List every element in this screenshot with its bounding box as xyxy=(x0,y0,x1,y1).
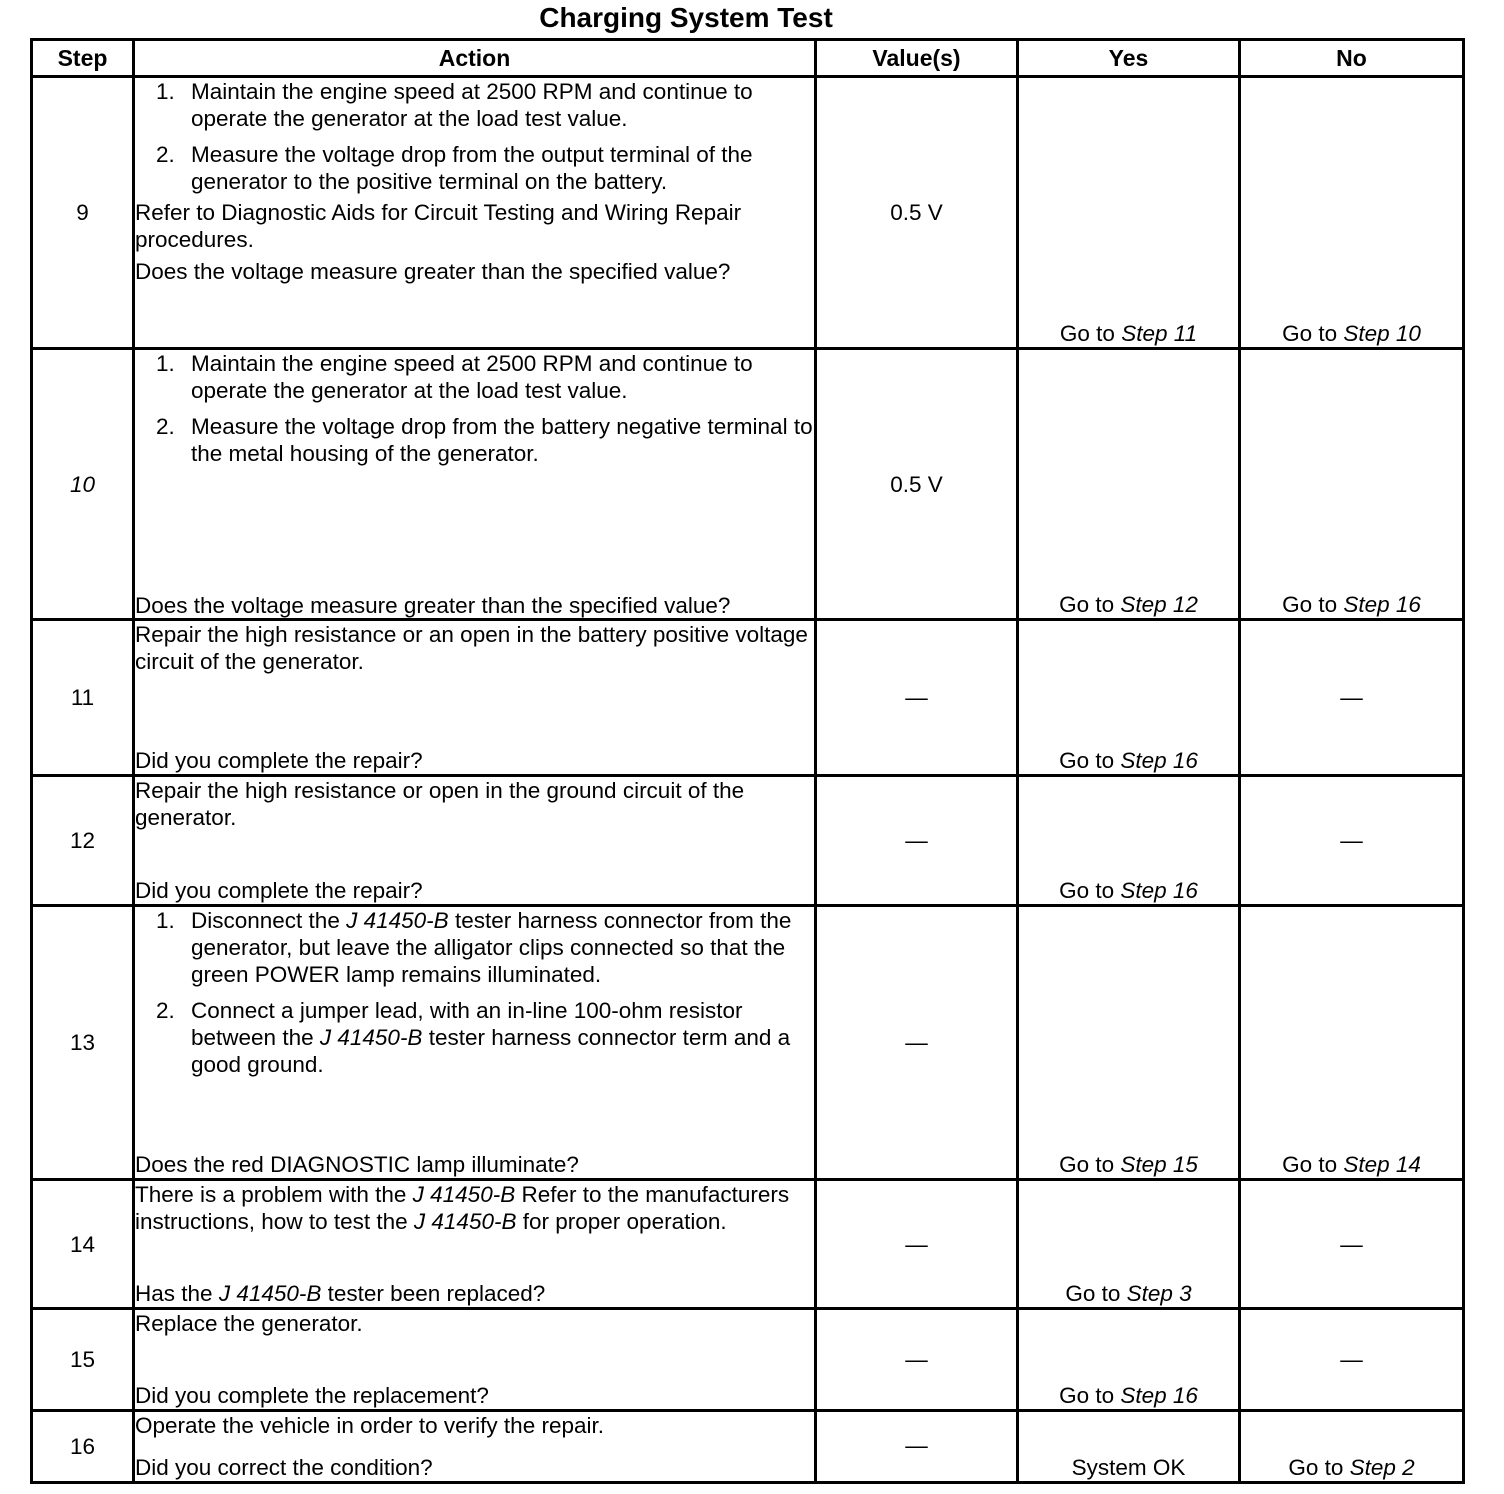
yes-cell xyxy=(1018,776,1240,906)
yes-cell xyxy=(1018,1180,1240,1309)
step-number: 10 xyxy=(32,349,134,620)
go-to-text: Go to xyxy=(1065,1281,1121,1306)
action-item: 2. Measure the voltage drop from the output terminal of the generator to the positive terminal on the battery. xyxy=(181,141,814,195)
action-question: Did you complete the repair? xyxy=(135,748,423,773)
step-number: 13 xyxy=(32,906,134,1180)
no-cell: — xyxy=(1240,620,1464,776)
table-row xyxy=(32,77,1464,349)
table-row xyxy=(32,1411,1464,1483)
action-question: Does the voltage measure greater than the specified value? xyxy=(135,593,731,618)
action-text: There is a problem with the J 41450-B Refer to the manufacturers instructions, how to test the J 41450-B for proper operation. xyxy=(135,1182,790,1234)
step-number: 12 xyxy=(32,776,134,906)
action-question: Does the red DIAGNOSTIC lamp illuminate? xyxy=(135,1152,579,1177)
step-number: 9 xyxy=(32,77,134,349)
table-row xyxy=(32,1180,1464,1309)
yes-step-link[interactable]: Step 12 xyxy=(1120,592,1198,617)
action-text: Operate the vehicle in order to verify the repair. xyxy=(135,1413,604,1438)
header-action: Action xyxy=(134,40,816,77)
action-text: Repair the high resistance or open in the ground circuit of the generator. xyxy=(135,778,745,830)
no-cell xyxy=(1240,349,1464,620)
table-row xyxy=(32,776,1464,906)
action-cell xyxy=(134,1309,816,1411)
go-to-text: Go to xyxy=(1059,592,1115,617)
action-item: 2. Connect a jumper lead, with an in-line 100-ohm resistor between the J 41450-B tester harness connector term and a good ground. xyxy=(181,997,814,1078)
action-cell xyxy=(134,620,816,776)
table-row xyxy=(32,620,1464,776)
action-cell xyxy=(134,776,816,906)
table-row xyxy=(32,1309,1464,1411)
header-yes: Yes xyxy=(1018,40,1240,77)
action-question: Did you complete the repair? xyxy=(135,878,423,903)
go-to-text: Go to xyxy=(1288,1455,1344,1480)
value-cell: — xyxy=(816,776,1018,906)
step-number: 15 xyxy=(32,1309,134,1411)
go-to-text: Go to xyxy=(1282,1152,1338,1177)
yes-step-link[interactable]: Step 11 xyxy=(1121,321,1198,346)
yes-cell: System OK xyxy=(1018,1411,1240,1483)
yes-step-link[interactable]: Step 16 xyxy=(1120,748,1198,773)
yes-step-link[interactable]: Step 16 xyxy=(1120,878,1198,903)
yes-cell xyxy=(1018,349,1240,620)
table-row xyxy=(32,906,1464,1180)
yes-cell xyxy=(1018,77,1240,349)
tool-name: J 41450-B xyxy=(218,1281,322,1306)
action-item: 1. Disconnect the J 41450-B tester harness connector from the generator, but leave the alligator clips connected so that the green POWER lamp remains illuminated. xyxy=(181,907,814,988)
value-cell: 0.5 V xyxy=(816,349,1018,620)
value-cell: — xyxy=(816,620,1018,776)
action-list xyxy=(135,907,814,1087)
tool-name: J 41450-B xyxy=(412,1182,516,1207)
go-to-text: Go to xyxy=(1059,748,1115,773)
yes-step-link[interactable]: Step 3 xyxy=(1126,1281,1192,1306)
yes-step-link[interactable]: Step 16 xyxy=(1120,1383,1198,1408)
no-step-link[interactable]: Step 14 xyxy=(1343,1152,1421,1177)
go-to-text: Go to xyxy=(1282,592,1338,617)
action-item: 1. Maintain the engine speed at 2500 RPM and continue to operate the generator at the load test value. xyxy=(181,350,814,404)
action-item: 2. Measure the voltage drop from the battery negative terminal to the metal housing of the generator. xyxy=(181,413,814,467)
no-step-link[interactable]: Step 16 xyxy=(1343,592,1421,617)
go-to-text: Go to xyxy=(1059,878,1115,903)
value-cell: — xyxy=(816,1411,1018,1483)
action-cell xyxy=(134,77,816,349)
no-step-link[interactable]: Step 2 xyxy=(1349,1455,1415,1480)
step-number: 14 xyxy=(32,1180,134,1309)
action-text: Replace the generator. xyxy=(135,1311,363,1336)
no-cell: — xyxy=(1240,1180,1464,1309)
no-cell xyxy=(1240,77,1464,349)
action-question: Did you correct the condition? xyxy=(135,1455,433,1480)
charging-system-test-table xyxy=(30,38,1465,1484)
action-list xyxy=(135,78,814,195)
no-step-link[interactable]: Step 10 xyxy=(1343,321,1421,346)
header-no: No xyxy=(1240,40,1464,77)
header-step: Step xyxy=(32,40,134,77)
go-to-text: Go to xyxy=(1059,1383,1115,1408)
action-text: Repair the high resistance or an open in the battery positive voltage circuit of the generator. xyxy=(135,622,808,674)
go-to-text: Go to xyxy=(1059,1152,1115,1177)
value-cell: — xyxy=(816,1309,1018,1411)
value-cell: 0.5 V xyxy=(816,77,1018,349)
action-item: 1. Maintain the engine speed at 2500 RPM and continue to operate the generator at the load test value. xyxy=(181,78,814,132)
yes-step-link[interactable]: Step 15 xyxy=(1120,1152,1198,1177)
action-question: Has the J 41450-B tester been replaced? xyxy=(135,1281,546,1306)
action-cell xyxy=(134,906,816,1180)
tool-name: J 41450-B xyxy=(413,1209,517,1234)
action-note: Refer to Diagnostic Aids for Circuit Testing and Wiring Repair procedures. xyxy=(135,200,742,252)
go-to-text: Go to xyxy=(1282,321,1338,346)
table-row xyxy=(32,349,1464,620)
value-cell: — xyxy=(816,906,1018,1180)
page-title: Charging System Test xyxy=(539,2,833,33)
action-cell xyxy=(134,1411,816,1483)
yes-cell xyxy=(1018,620,1240,776)
yes-cell xyxy=(1018,906,1240,1180)
no-cell xyxy=(1240,1411,1464,1483)
value-cell: — xyxy=(816,1180,1018,1309)
step-number: 11 xyxy=(32,620,134,776)
action-cell xyxy=(134,349,816,620)
no-cell: — xyxy=(1240,776,1464,906)
step-number: 16 xyxy=(32,1411,134,1483)
tool-name: J 41450-B xyxy=(346,908,449,933)
action-question: Did you complete the replacement? xyxy=(135,1383,489,1408)
header-values: Value(s) xyxy=(816,40,1018,77)
go-to-text: Go to xyxy=(1059,321,1115,346)
no-cell: — xyxy=(1240,1309,1464,1411)
no-cell xyxy=(1240,906,1464,1180)
tool-name: J 41450-B xyxy=(319,1025,423,1050)
header-row xyxy=(32,40,1464,77)
yes-cell xyxy=(1018,1309,1240,1411)
action-question: Does the voltage measure greater than the specified value? xyxy=(135,259,731,284)
action-cell xyxy=(134,1180,816,1309)
action-list xyxy=(135,350,814,476)
